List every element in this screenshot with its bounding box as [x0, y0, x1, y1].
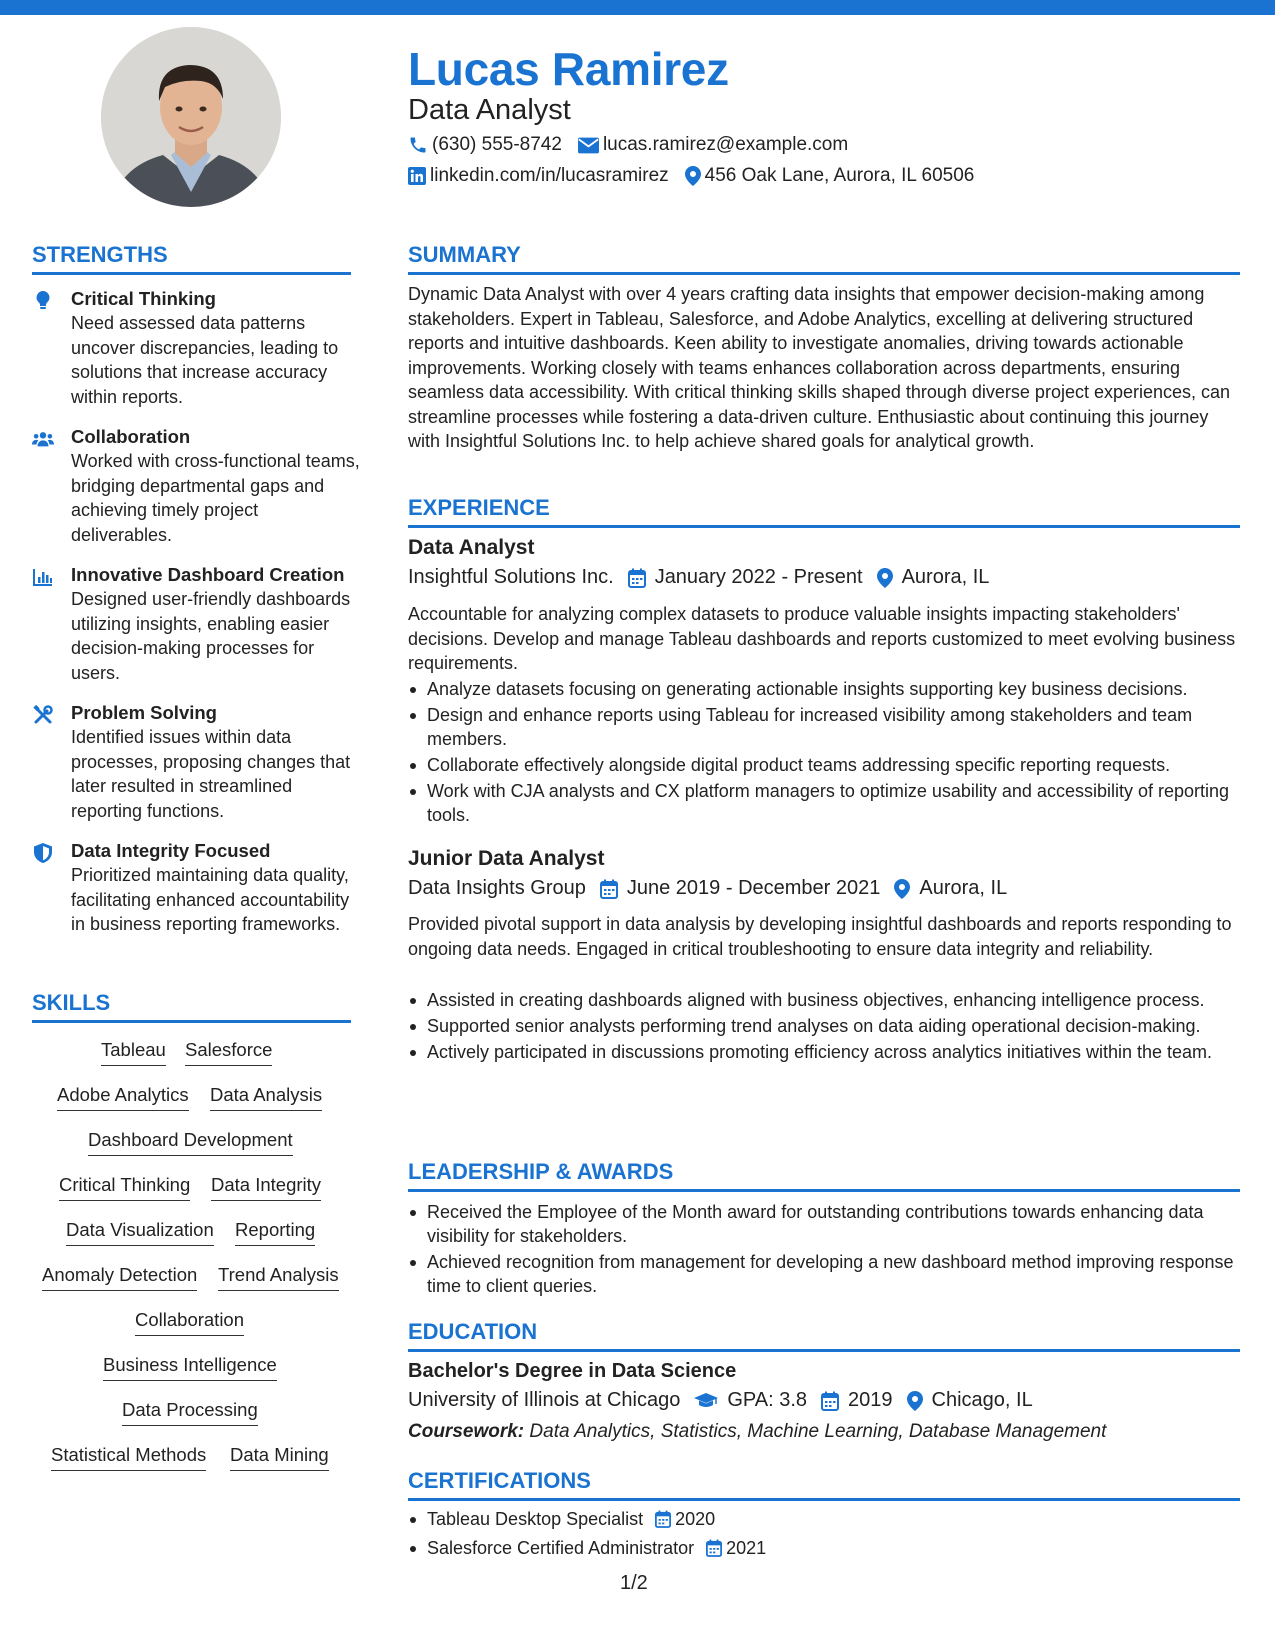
job-title: Junior Data Analyst — [408, 847, 605, 870]
skill-tag: Critical Thinking — [59, 1174, 190, 1201]
gpa: GPA: 3.8 — [727, 1389, 808, 1411]
calendar-icon — [600, 879, 618, 899]
certification-name: Salesforce Certified Administrator — [427, 1538, 695, 1558]
education-rule — [408, 1349, 1240, 1352]
skill-tag: Data Processing — [122, 1399, 258, 1426]
skill-tag: Data Mining — [230, 1444, 329, 1471]
certification-year: 2021 — [726, 1538, 767, 1558]
skill-tag: Reporting — [235, 1219, 315, 1246]
degree-title: Bachelor's Degree in Data Science — [408, 1360, 737, 1382]
leadership-rule — [408, 1189, 1240, 1192]
skill-tag: Adobe Analytics — [57, 1084, 189, 1111]
calendar-icon — [628, 568, 646, 588]
linkedin-item[interactable] — [408, 165, 669, 187]
email-text: lucas.ramirez@example.com — [602, 134, 849, 155]
certification-item — [408, 1507, 1243, 1531]
strength-item — [32, 701, 362, 823]
phone-text: (630) 555-8742 — [432, 134, 562, 155]
job-description: Accountable for analyzing complex datasets to produce valuable insights impacting stakeholders' decisions. Develop and manage Tableau dashboards and reports customized to meet evolving business requirements. — [408, 604, 1236, 673]
top-accent-bar — [0, 0, 1275, 15]
list-item: Supported senior analysts performing trend analyses on data aiding operational decision-making. — [408, 1014, 1243, 1038]
skill-tag: Trend Analysis — [218, 1264, 339, 1291]
lightbulb-icon — [32, 290, 54, 312]
list-item: Design and enhance reports using Tableau for increased visibility among stakeholders and team members. — [408, 703, 1243, 751]
job-meta — [408, 877, 1007, 900]
job-dates: June 2019 - December 2021 — [626, 877, 881, 899]
list-item: Work with CJA analysts and CX platform managers to optimize usability and accessibility of reporting tools. — [408, 779, 1243, 827]
linkedin-text: linkedin.com/in/lucasramirez — [430, 165, 669, 186]
skill-tag: Dashboard Development — [88, 1129, 293, 1156]
calendar-icon — [821, 1391, 839, 1411]
certifications-list — [408, 1507, 1243, 1562]
candidate-name: Lucas Ramirez — [408, 43, 729, 95]
job-location: Aurora, IL — [901, 566, 990, 588]
users-icon — [32, 428, 54, 450]
job-company: Data Insights Group — [408, 877, 586, 899]
coursework-label: Coursework: — [408, 1421, 525, 1442]
leadership-heading: LEADERSHIP & AWARDS — [408, 1159, 674, 1184]
job-location: Aurora, IL — [919, 877, 1008, 899]
map-pin-icon — [894, 879, 910, 899]
skill-tag: Data Integrity — [211, 1174, 321, 1201]
coursework-text: Data Analytics, Statistics, Machine Learning, Database Management — [529, 1421, 1107, 1442]
job-title: Data Analyst — [408, 536, 535, 559]
linkedin-icon — [408, 167, 426, 185]
email-item[interactable] — [578, 134, 848, 156]
strengths-rule — [32, 272, 351, 275]
strength-item — [32, 287, 362, 409]
profile-photo — [101, 27, 281, 207]
certification-year: 2020 — [675, 1509, 716, 1529]
certifications-rule — [408, 1498, 1240, 1501]
envelope-icon — [578, 137, 599, 154]
skill-tag: Statistical Methods — [51, 1444, 206, 1471]
bar-chart-icon — [32, 566, 54, 588]
address-text: 456 Oak Lane, Aurora, IL 60506 — [704, 165, 975, 186]
skill-tag: Tableau — [101, 1039, 166, 1066]
strength-title: Problem Solving — [71, 702, 217, 723]
list-item: Collaborate effectively alongside digital product teams addressing specific reporting requests. — [408, 753, 1243, 777]
page-number: 1/2 — [620, 1572, 648, 1594]
leadership-bullets — [408, 1200, 1243, 1300]
map-pin-icon — [877, 568, 893, 588]
job-description: Provided pivotal support in data analysis by developing insightful dashboards and reports responding to ongoing data needs. Engaged in critical troubleshooting to ensure data integrity and reliability. — [408, 914, 1232, 959]
skills-heading: SKILLS — [32, 990, 111, 1015]
skill-tag: Anomaly Detection — [42, 1264, 197, 1291]
phone-icon — [408, 135, 428, 155]
skill-tag: Data Analysis — [210, 1084, 322, 1111]
strengths-heading: STRENGTHS — [32, 242, 168, 267]
map-pin-icon — [907, 1391, 923, 1411]
skill-tag: Data Visualization — [66, 1219, 214, 1246]
experience-rule — [408, 525, 1240, 528]
strength-item — [32, 425, 362, 547]
strength-title: Innovative Dashboard Creation — [71, 564, 345, 585]
job-bullets — [408, 677, 1243, 829]
calendar-icon — [706, 1539, 722, 1557]
calendar-icon — [655, 1510, 671, 1528]
strength-item — [32, 839, 362, 937]
summary-rule — [408, 272, 1240, 275]
strength-desc: Need assessed data patterns uncover discrepancies, leading to solutions that increase accuracy within reports. — [71, 313, 339, 407]
education-heading: EDUCATION — [408, 1319, 538, 1344]
map-pin-icon — [685, 166, 701, 186]
coursework-line — [408, 1421, 1106, 1443]
address-item — [685, 165, 975, 187]
list-item: Actively participated in discussions promoting efficiency across analytics initiatives within the team. — [408, 1040, 1243, 1064]
strength-title: Critical Thinking — [71, 288, 216, 309]
education-meta — [408, 1389, 1033, 1412]
strength-desc: Designed user-friendly dashboards utilizing insights, enabling easier decision-making processes for users. — [71, 589, 351, 683]
graduation-year: 2019 — [848, 1389, 893, 1411]
list-item: Assisted in creating dashboards aligned with business objectives, enhancing intelligence process. — [408, 988, 1243, 1012]
list-item: Received the Employee of the Month award for outstanding contributions towards enhancing data visibility for stakeholders. — [408, 1200, 1243, 1248]
summary-heading: SUMMARY — [408, 242, 521, 267]
job-bullets — [408, 988, 1243, 1066]
skill-tag: Business Intelligence — [103, 1354, 277, 1381]
strength-desc: Prioritized maintaining data quality, facilitating enhanced accountability in business reporting frameworks. — [71, 865, 350, 934]
phone-item[interactable] — [408, 134, 562, 156]
skill-tag: Collaboration — [135, 1309, 244, 1336]
job-company: Insightful Solutions Inc. — [408, 566, 614, 588]
strength-title: Collaboration — [71, 426, 191, 447]
strength-desc: Worked with cross-functional teams, bridging departmental gaps and achieving timely project deliverables. — [71, 451, 360, 545]
graduation-cap-icon — [694, 1392, 718, 1410]
shield-icon — [32, 842, 54, 864]
certification-name: Tableau Desktop Specialist — [427, 1509, 644, 1529]
contact-row-1 — [408, 134, 864, 156]
list-item: Analyze datasets focusing on generating actionable insights supporting key business decisions. — [408, 677, 1243, 701]
list-item: Achieved recognition from management for developing a new dashboard method improving response time to client queries. — [408, 1250, 1243, 1298]
candidate-title: Data Analyst — [408, 94, 571, 126]
certifications-heading: CERTIFICATIONS — [408, 1468, 591, 1493]
strength-title: Data Integrity Focused — [71, 840, 271, 861]
skills-rule — [32, 1020, 351, 1023]
tools-icon — [32, 704, 54, 726]
strength-desc: Identified issues within data processes, proposing changes that later resulted in streamlined reporting functions. — [71, 727, 351, 821]
summary-text: Dynamic Data Analyst with over 4 years crafting data insights that empower decision-making among stakeholders. Expert in Tableau, Salesforce, and Adobe Analytics, excelling at delivering structured reports and intuitive dashboards. Keen ability to investigate anomalies, driving towards actionable improvements. Working closely with teams enhances collaboration across departments, ensuring seamless data accessibility. With critical thinking skills shaped through diverse project experiences, can streamline processes while fostering a data-driven culture. Enthusiastic about continuing this journey with Insightful Solutions Inc. to help achieve shared goals for analytical growth. — [408, 284, 1231, 451]
skill-tag: Salesforce — [185, 1039, 272, 1066]
school-name: University of Illinois at Chicago — [408, 1389, 681, 1411]
job-meta — [408, 566, 989, 589]
strength-item — [32, 563, 362, 685]
school-location: Chicago, IL — [931, 1389, 1033, 1411]
job-dates: January 2022 - Present — [654, 566, 863, 588]
experience-heading: EXPERIENCE — [408, 495, 550, 520]
certification-item — [408, 1536, 1243, 1560]
contact-row-2 — [408, 165, 990, 187]
